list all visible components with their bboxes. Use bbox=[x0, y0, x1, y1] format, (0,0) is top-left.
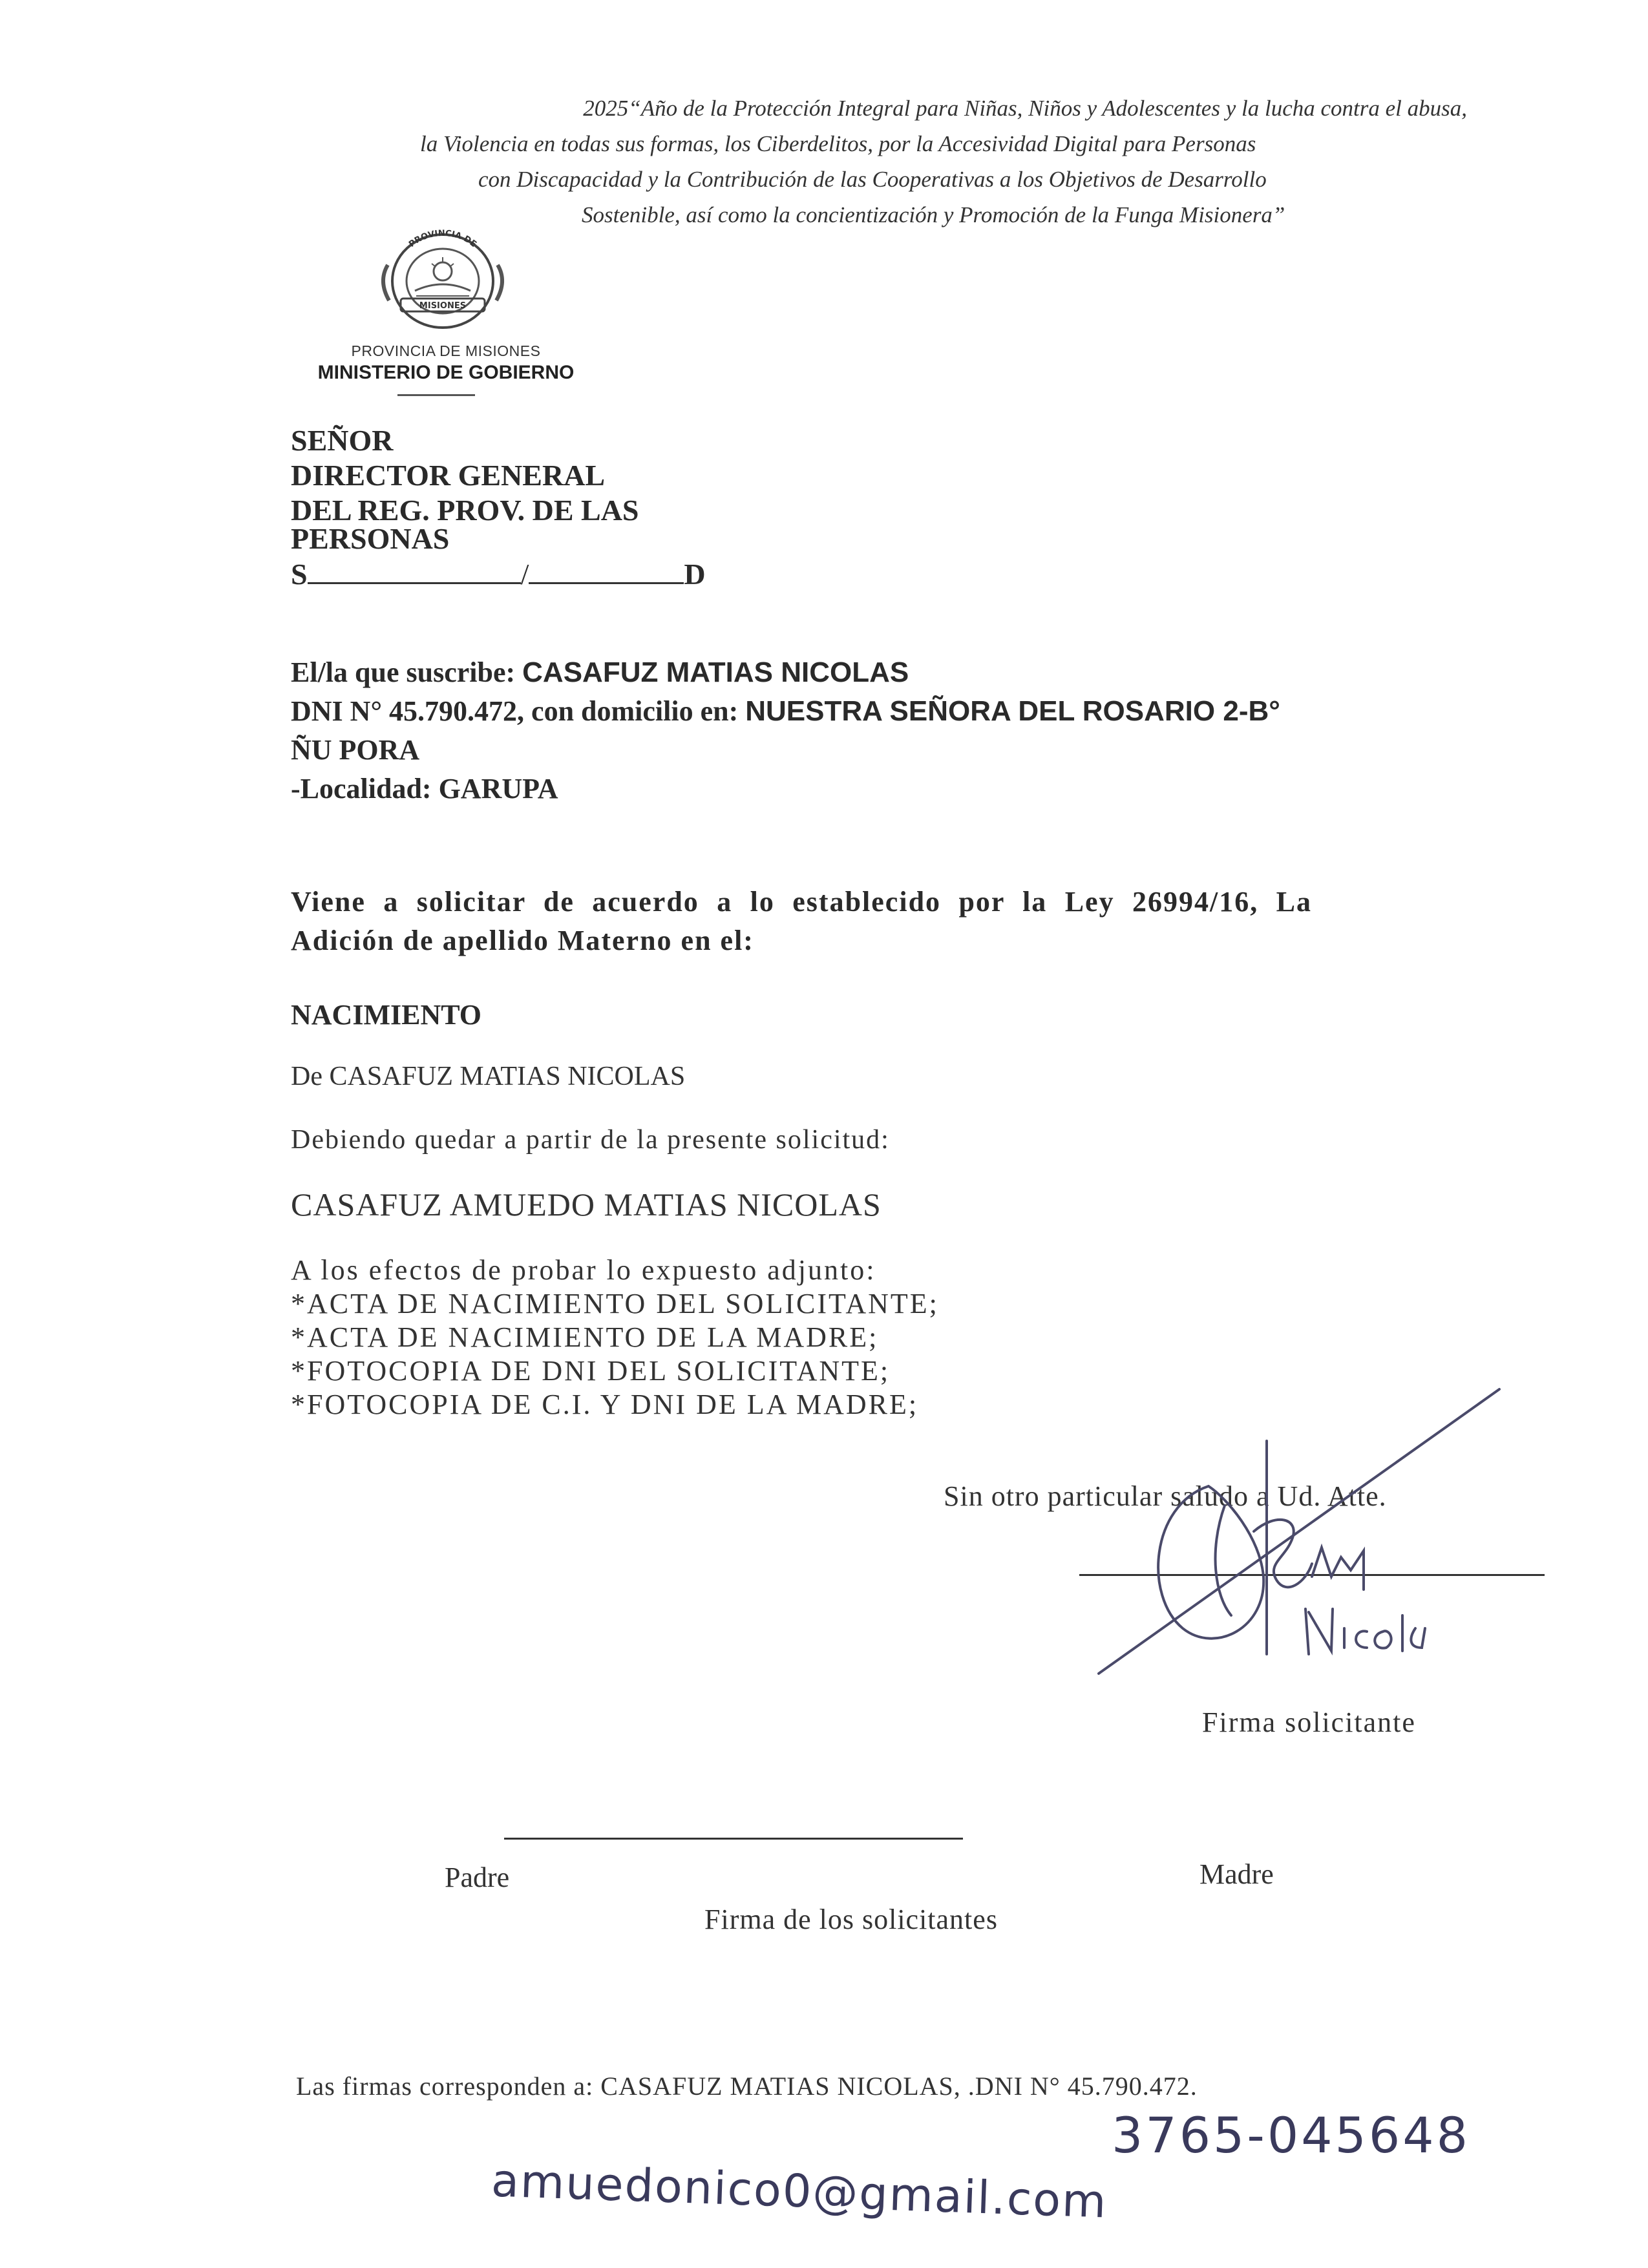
addressee-line-4: PERSONAS bbox=[291, 522, 450, 555]
applicant-line-1 bbox=[291, 656, 909, 689]
addressee-block bbox=[291, 423, 639, 555]
of-name: De CASAFUZ MATIAS NICOLAS bbox=[291, 1062, 686, 1091]
addressee-line-2: DIRECTOR GENERAL bbox=[291, 459, 606, 492]
attachments-block bbox=[291, 1254, 939, 1422]
new-name: CASAFUZ AMUEDO MATIAS NICOLAS bbox=[291, 1186, 882, 1223]
mother-label: Madre bbox=[1199, 1858, 1274, 1890]
handwritten-phone: 3765-045648 bbox=[1112, 2106, 1470, 2164]
applicant-locality: -Localidad: GARUPA bbox=[291, 773, 558, 804]
motto-line-4: Sostenible, así como la concientización y Promoción de la Funga Misionera” bbox=[582, 202, 1285, 227]
sd-blank-2 bbox=[529, 558, 684, 584]
applicant-name: CASAFUZ MATIAS NICOLAS bbox=[522, 656, 909, 688]
attachment-item-1: *ACTA DE NACIMIENTO DEL SOLICITANTE; bbox=[291, 1288, 939, 1319]
sd-line bbox=[291, 557, 706, 591]
parents-signature-label: Firma de los solicitantes bbox=[704, 1904, 998, 1935]
closing-line: Sin otro particular saludo a Ud. Atte. bbox=[944, 1480, 1387, 1512]
attachment-item-2: *ACTA DE NACIMIENTO DE LA MADRE; bbox=[291, 1321, 879, 1353]
handwritten-email: amuedonico0@gmail.com bbox=[490, 2154, 1108, 2229]
father-label: Padre bbox=[445, 1862, 510, 1893]
applicant-address: NUESTRA SEÑORA DEL ROSARIO 2-B° bbox=[745, 695, 1280, 727]
svg-text:PROVINCIA DE bbox=[407, 229, 478, 249]
applicant-label: El/la que suscribe: bbox=[291, 656, 523, 688]
attachment-item-3: *FOTOCOPIA DE DNI DEL SOLICITANTE; bbox=[291, 1355, 891, 1387]
sd-slash: / bbox=[520, 558, 529, 591]
letterhead-divider bbox=[397, 394, 475, 396]
province-name: PROVINCIA DE MISIONES bbox=[351, 342, 541, 359]
seal-text-top: PROVINCIA DE bbox=[407, 228, 478, 249]
signature-line bbox=[1079, 1574, 1545, 1576]
request-line-2: Adición de apellido Materno en el: bbox=[291, 925, 754, 956]
seal-text-bottom: MISIONES bbox=[419, 301, 467, 311]
request-line-1: Viene a solicitar de acuerdo a lo establecido por la Ley 26994/16, La bbox=[291, 886, 1312, 918]
applicant-line-2 bbox=[291, 695, 1280, 728]
ministry-name: MINISTERIO DE GOBIERNO bbox=[317, 362, 575, 383]
parents-signature-line bbox=[504, 1838, 963, 1840]
applicant-address-2: ÑU PORA bbox=[291, 734, 420, 766]
motto-header bbox=[362, 90, 1474, 233]
province-seal-icon bbox=[375, 226, 511, 336]
attachments-intro: A los efectos de probar lo expuesto adjunto: bbox=[291, 1254, 876, 1286]
act-type: NACIMIENTO bbox=[291, 999, 482, 1031]
attachment-item-4: *FOTOCOPIA DE C.I. Y DNI DE LA MADRE; bbox=[291, 1389, 919, 1420]
sd-end: D bbox=[684, 558, 706, 591]
result-intro: Debiendo quedar a partir de la presente solicitud: bbox=[291, 1125, 890, 1155]
sd-blank-1 bbox=[308, 558, 521, 584]
motto-line-1: 2025“Año de la Protección Integral para Niñas, Niños y Adolescentes y la lucha contra el abusa, bbox=[583, 96, 1467, 121]
signature-label: Firma solicitante bbox=[1202, 1706, 1416, 1738]
addressee-line-3: DEL REG. PROV. DE LAS bbox=[291, 494, 639, 527]
addressee-line-1: SEÑOR bbox=[291, 424, 394, 457]
applicant-dni-label: DNI N° 45.790.472, con domicilio en: bbox=[291, 695, 746, 727]
motto-line-2: la Violencia en todas sus formas, los Ciberdelitos, por la Accesividad Digital para Personas bbox=[420, 131, 1256, 156]
signatures-correspond: Las firmas corresponden a: CASAFUZ MATIAS NICOLAS, .DNI N° 45.790.472. bbox=[296, 2072, 1198, 2101]
motto-line-3: con Discapacidad y la Contribución de las Cooperativas a los Objetivos de Desarrollo bbox=[478, 167, 1267, 192]
sd-start: S bbox=[291, 558, 308, 591]
